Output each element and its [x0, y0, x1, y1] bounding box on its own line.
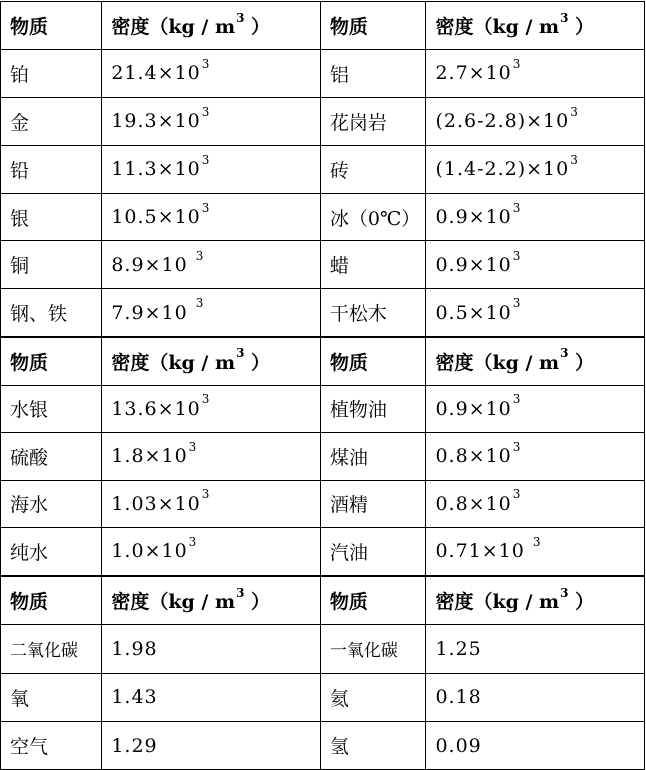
table-row: [1, 97, 645, 145]
density-cell: 8.9×10 $^3$: [102, 241, 321, 289]
substance-cell: 氧: [1, 673, 102, 721]
substance-cell: 铝: [320, 49, 426, 97]
table-row: [1, 433, 645, 481]
substance-cell: 汽油: [320, 528, 426, 576]
density-cell: $19.3\times 10^3$: [102, 97, 321, 145]
substance-cell: 煤油: [320, 433, 426, 481]
substance-cell: 冰（0℃）: [320, 193, 426, 241]
header-density: 密度（$kg / m^3$ ）: [102, 2, 321, 50]
density-cell: 0.09: [426, 721, 645, 769]
density-cell: 1.25: [426, 625, 645, 673]
density-cell: $0.8\times 10^3$: [426, 480, 645, 528]
header-substance: 物质: [1, 2, 102, 50]
table-row: [1, 480, 645, 528]
density-cell: 0.71×10 $^3$: [426, 528, 645, 576]
density-cell: $1.03\times 10^3$: [102, 480, 321, 528]
substance-cell: 金: [1, 97, 102, 145]
header-substance: 物质: [1, 338, 102, 386]
header-row: [1, 338, 645, 386]
substance-cell: 酒精: [320, 480, 426, 528]
header-substance: 物质: [320, 2, 426, 50]
table-row: [1, 625, 645, 673]
header-density: 密度（$kg / m^3$ ）: [426, 577, 645, 625]
density-cell: $13.6\times 10^3$: [102, 385, 321, 433]
substance-cell: 空气: [1, 721, 102, 769]
substance-cell: 铜: [1, 241, 102, 289]
header-density: 密度（$kg / m^3$ ）: [102, 577, 321, 625]
density-cell: 1.43: [102, 673, 321, 721]
table-row: [1, 721, 645, 769]
header-density: 密度（$kg / m^3$ ）: [102, 338, 321, 386]
substance-cell: 氢: [320, 721, 426, 769]
density-cell: 1.29: [102, 721, 321, 769]
substance-cell: 砖: [320, 145, 426, 193]
substance-cell: 纯水: [1, 528, 102, 576]
density-cell: $0.9\times 10^3$: [426, 193, 645, 241]
substance-cell: 海水: [1, 480, 102, 528]
density-cell: $(1.4-2.2)\times 10^3$: [426, 145, 645, 193]
density-cell: $21.4\times 10^3$: [102, 49, 321, 97]
header-density: 密度（$kg / m^3$ ）: [426, 338, 645, 386]
density-cell: $1.0\times 10^3$: [102, 528, 321, 576]
header-row: [1, 577, 645, 625]
header-substance: 物质: [1, 577, 102, 625]
density-cell: $(2.6-2.8)\times 10^3$: [426, 97, 645, 145]
substance-cell: 二氧化碳: [1, 625, 102, 673]
substance-cell: 氦: [320, 673, 426, 721]
header-substance: 物质: [320, 338, 426, 386]
header-density: 密度（$kg / m^3$ ）: [426, 2, 645, 50]
density-table-gases: [0, 576, 645, 770]
substance-cell: 铂: [1, 49, 102, 97]
density-table-solids: [0, 1, 645, 337]
table-row: [1, 528, 645, 576]
substance-cell: 水银: [1, 385, 102, 433]
header-row: [1, 2, 645, 50]
density-cell: $10.5\times 10^3$: [102, 193, 321, 241]
density-cell: $0.8\times 10^3$: [426, 433, 645, 481]
table-row: [1, 241, 645, 289]
table-row: [1, 673, 645, 721]
density-cell: 7.9×10 $^3$: [102, 289, 321, 337]
substance-cell: 硫酸: [1, 433, 102, 481]
table-row: [1, 193, 645, 241]
density-cell: $0.9\times 10^3$: [426, 241, 645, 289]
substance-cell: 银: [1, 193, 102, 241]
table-row: [1, 145, 645, 193]
substance-cell: 一氧化碳: [320, 625, 426, 673]
substance-cell: 铅: [1, 145, 102, 193]
density-cell: $11.3\times 10^3$: [102, 145, 321, 193]
table-row: [1, 49, 645, 97]
density-cell: 0.18: [426, 673, 645, 721]
density-cell: $2.7\times 10^3$: [426, 49, 645, 97]
table-row: [1, 385, 645, 433]
density-table-liquids: [0, 337, 645, 576]
density-cell: 1.98: [102, 625, 321, 673]
substance-cell: 干松木: [320, 289, 426, 337]
substance-cell: 花岗岩: [320, 97, 426, 145]
substance-cell: 钢、铁: [1, 289, 102, 337]
header-substance: 物质: [320, 577, 426, 625]
density-cell: $1.8\times 10^3$: [102, 433, 321, 481]
density-cell: $0.9\times 10^3$: [426, 385, 645, 433]
density-cell: $0.5\times 10^3$: [426, 289, 645, 337]
table-row: [1, 289, 645, 337]
substance-cell: 蜡: [320, 241, 426, 289]
substance-cell: 植物油: [320, 385, 426, 433]
